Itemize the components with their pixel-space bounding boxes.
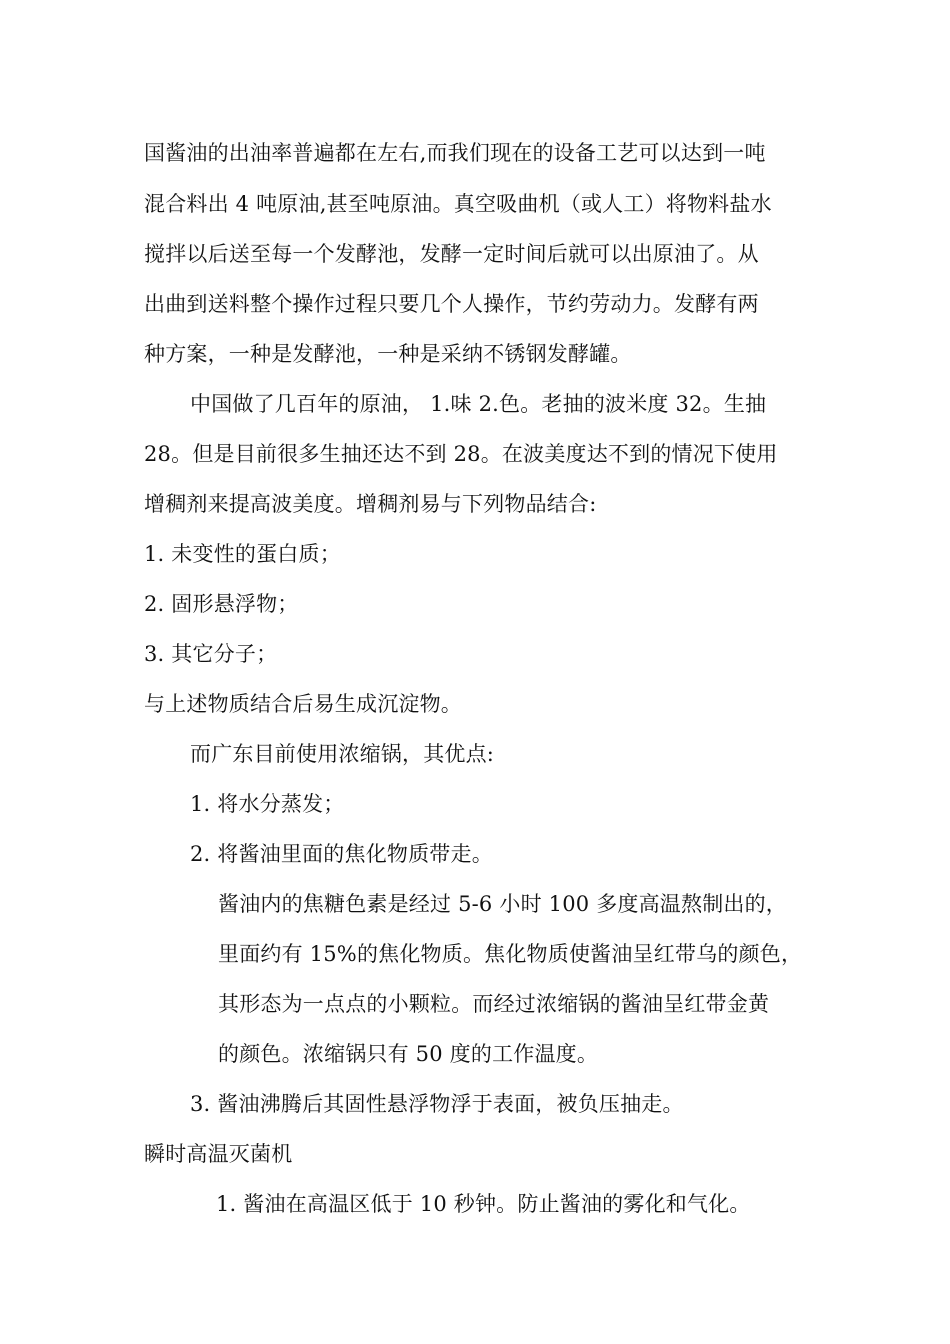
- paragraph-1-line-1: 国酱油的出油率普遍都在左右,而我们现在的设备工艺可以达到一吨: [144, 141, 766, 165]
- paragraph-3: 与上述物质结合后易生成沉淀物。: [144, 692, 462, 716]
- sterilizer-item-1: 1. 酱油在高温区低于 10 秒钟。防止酱油的雾化和气化。: [216, 1192, 751, 1216]
- paragraph-1-line-4: 出曲到送料整个操作过程只要几个人操作，节约劳动力。发酵有两: [144, 292, 759, 316]
- advantage-item-3: 3. 酱油沸腾后其固性悬浮物浮于表面，被负压抽走。: [190, 1092, 684, 1116]
- list-item-3: 3. 其它分子；: [144, 642, 278, 666]
- paragraph-1-line-5: 种方案，一种是发酵池，一种是采纳不锈钢发酵罐。: [144, 342, 632, 366]
- paragraph-2-line-2: 28。但是目前很多生抽还达不到 28。在波美度达不到的情况下使用: [144, 442, 778, 466]
- section-heading: 瞬时高温灭菌机: [144, 1142, 293, 1166]
- detail-line-2: 里面约有 15%的焦化物质。焦化物质使酱油呈红带乌的颜色，: [218, 942, 803, 966]
- detail-line-1: 酱油内的焦糖色素是经过 5-6 小时 100 多度高温熬制出的，: [218, 892, 787, 916]
- detail-line-4: 的颜色。浓缩锅只有 50 度的工作温度。: [218, 1042, 599, 1066]
- paragraph-4: 而广东目前使用浓缩锅，其优点:: [190, 742, 495, 766]
- advantage-item-1: 1. 将水分蒸发；: [190, 792, 345, 816]
- paragraph-1-line-3: 搅拌以后送至每一个发酵池，发酵一定时间后就可以出原油了。从: [144, 242, 759, 266]
- list-item-2: 2. 固形悬浮物；: [144, 592, 299, 616]
- detail-line-3: 其形态为一点点的小颗粒。而经过浓缩锅的酱油呈红带金黄: [218, 992, 770, 1016]
- paragraph-2-line-3: 增稠剂来提高波美度。增稠剂易与下列物品结合:: [144, 492, 597, 516]
- list-item-1: 1. 未变性的蛋白质；: [144, 542, 341, 566]
- paragraph-2-line-1: 中国做了几百年的原油， 1.味 2.色。老抽的波米度 32。生抽: [190, 392, 767, 416]
- advantage-item-2: 2. 将酱油里面的焦化物质带走。: [190, 842, 493, 866]
- paragraph-1-line-2: 混合料出 4 吨原油,甚至吨原油。真空吸曲机（或人工）将物料盐水: [144, 192, 772, 216]
